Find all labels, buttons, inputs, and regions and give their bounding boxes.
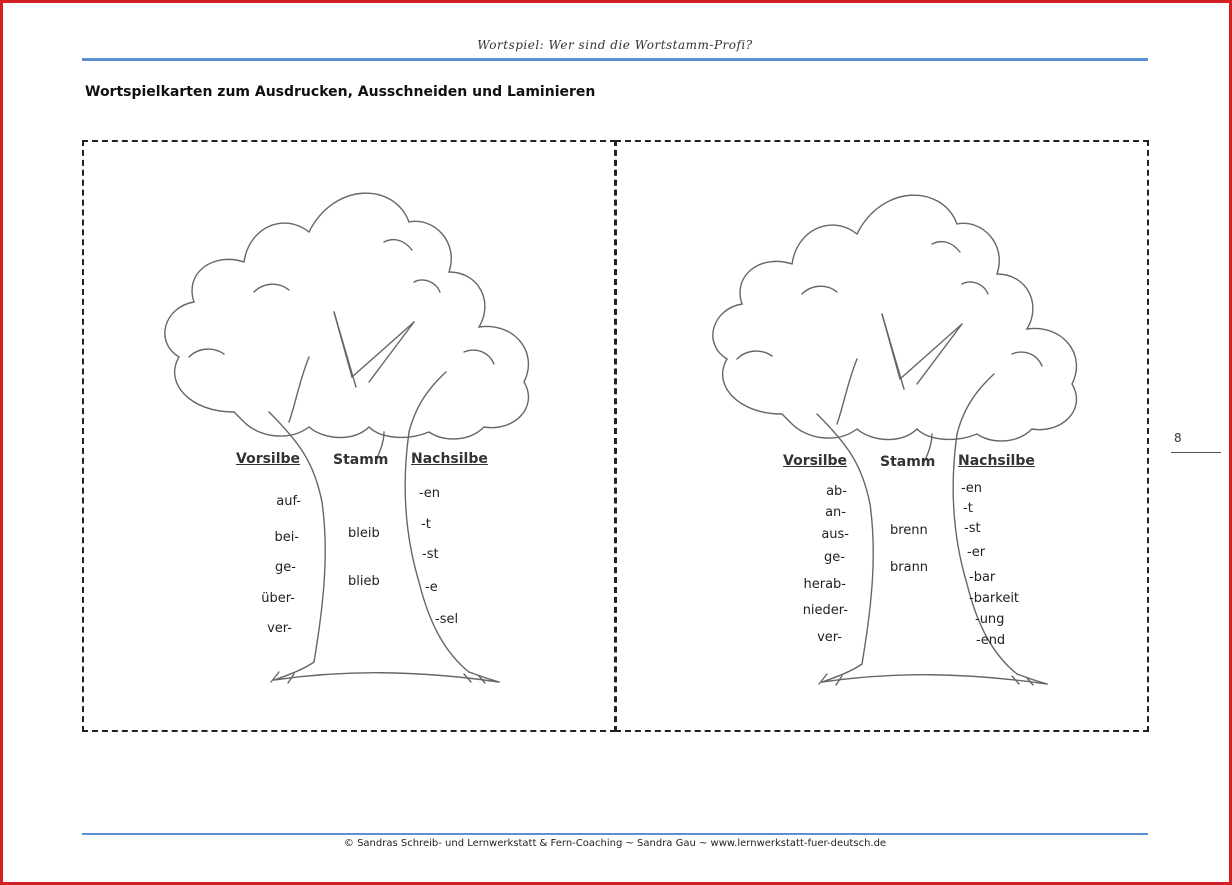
suffix-item: -bar bbox=[969, 570, 996, 585]
suffix-item: -t bbox=[963, 501, 973, 516]
suffix-item: -ung bbox=[975, 612, 1005, 627]
stem-item: bleib bbox=[348, 526, 380, 541]
document-title: Wortspiel: Wer sind die Wortstamm-Profi? bbox=[477, 38, 753, 52]
suffix-header: Nachsilbe bbox=[958, 453, 1035, 469]
suffix-item: -er bbox=[967, 545, 986, 560]
word-card-1 bbox=[82, 140, 616, 732]
footer-rule bbox=[82, 833, 1148, 835]
prefix-header: Vorsilbe bbox=[236, 451, 301, 467]
prefix-item: herab- bbox=[803, 577, 846, 592]
tree-illustration-2 bbox=[617, 142, 1151, 734]
prefix-item: über- bbox=[261, 591, 295, 606]
prefix-item: nieder- bbox=[802, 603, 848, 618]
word-card-2 bbox=[615, 140, 1149, 732]
page-subtitle: Wortspielkarten zum Ausdrucken, Ausschneiden und Laminieren bbox=[85, 84, 596, 100]
suffix-header: Nachsilbe bbox=[411, 451, 488, 467]
page-number: 8 bbox=[1174, 431, 1182, 445]
stem-item: brenn bbox=[890, 523, 928, 538]
stem-header: Stamm bbox=[333, 452, 389, 468]
stem-item: blieb bbox=[348, 574, 380, 589]
prefix-item: ab- bbox=[826, 484, 847, 499]
prefix-item: an- bbox=[825, 505, 846, 520]
suffix-item: -end bbox=[976, 633, 1006, 648]
prefix-item: ge- bbox=[824, 550, 845, 565]
page-number-rule bbox=[1171, 452, 1221, 453]
suffix-item: -sel bbox=[435, 612, 459, 627]
suffix-item: -barkeit bbox=[969, 591, 1020, 606]
suffix-item: -t bbox=[421, 517, 431, 532]
header-rule bbox=[82, 58, 1148, 61]
footer-copyright: © Sandras Schreib- und Lernwerkstatt & Fern-Coaching ~ Sandra Gau ~ www.lernwerkstatt-fuer-deutsch.de bbox=[343, 838, 887, 849]
prefix-item: auf- bbox=[276, 494, 301, 509]
prefix-item: aus- bbox=[821, 527, 849, 542]
stem-header: Stamm bbox=[880, 454, 936, 470]
prefix-item: ver- bbox=[267, 621, 292, 636]
prefix-header: Vorsilbe bbox=[783, 453, 848, 469]
stem-item: brann bbox=[890, 560, 929, 575]
prefix-item: ge- bbox=[275, 560, 296, 575]
suffix-item: -e bbox=[425, 580, 438, 595]
suffix-item: -en bbox=[961, 481, 982, 496]
suffix-item: -st bbox=[422, 547, 439, 562]
suffix-item: -st bbox=[964, 521, 981, 536]
tree-illustration-1 bbox=[84, 142, 618, 734]
prefix-item: ver- bbox=[817, 630, 842, 645]
suffix-item: -en bbox=[419, 486, 440, 501]
prefix-item: bei- bbox=[274, 530, 299, 545]
